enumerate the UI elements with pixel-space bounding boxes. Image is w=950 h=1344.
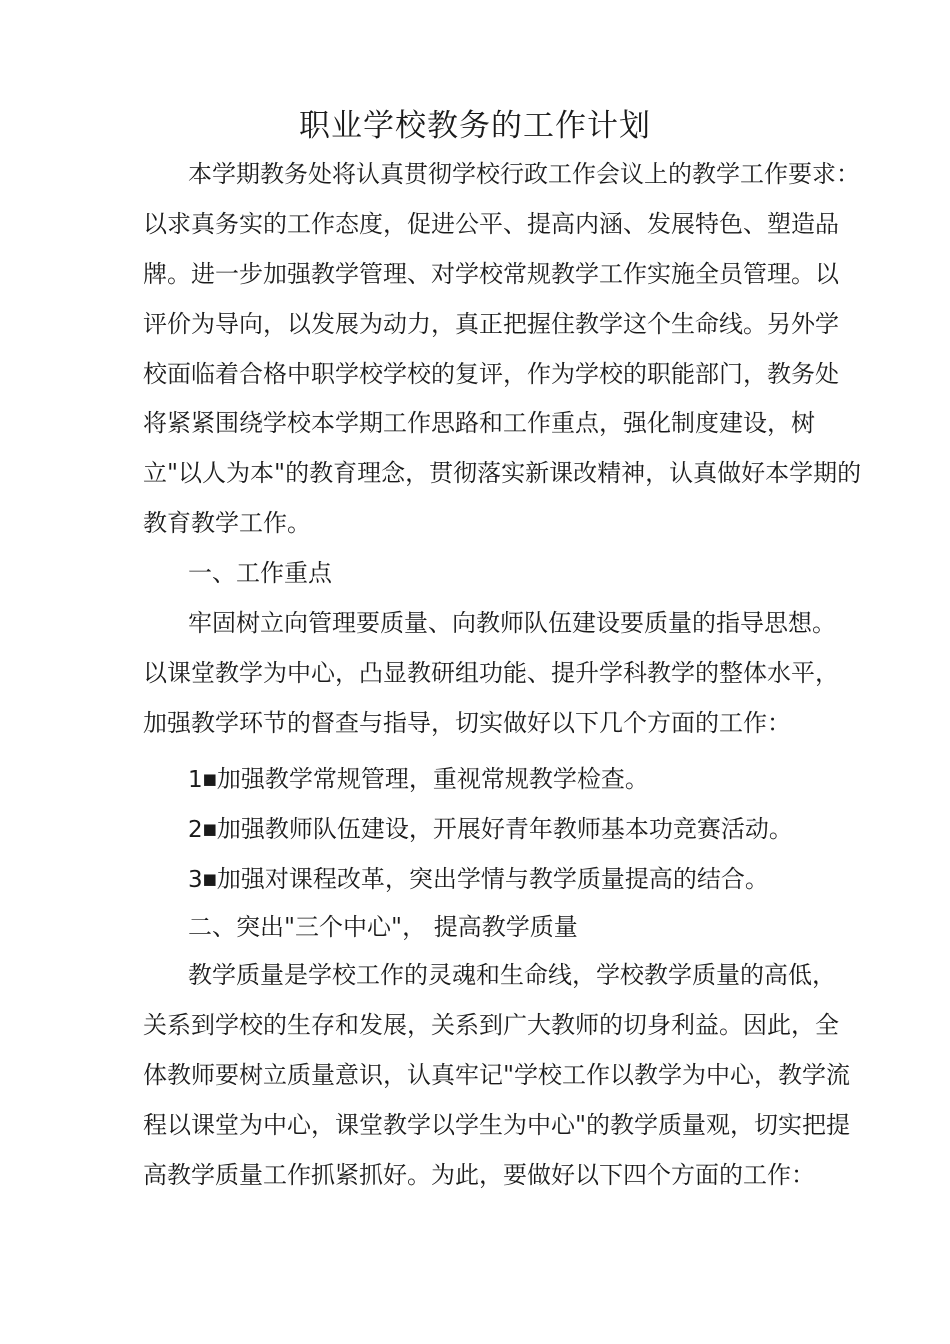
list-item-text: 加强对课程改革，突出学情与教学质量提高的结合。 [216, 865, 769, 893]
list-item-text: 加强教师队伍建设，开展好青年教师基本功竞赛活动。 [216, 815, 793, 843]
section2-line: 高教学质量工作抓紧抓好。为此，要做好以下四个方面的工作： [143, 1161, 815, 1189]
section2-line: 关系到学校的生存和发展，关系到广大教师的切身利益。因此，全 [143, 1011, 839, 1039]
section1-line: 加强教学环节的督查与指导，切实做好以下几个方面的工作： [143, 709, 791, 737]
intro-line: 以求真务实的工作态度，促进公平、提高内涵、发展特色、塑造品 [143, 210, 839, 238]
intro-line: 牌。进一步加强教学管理、对学校常规教学工作实施全员管理。以 [143, 260, 839, 288]
list-item [188, 864, 769, 895]
square-bullet-icon: ■ [202, 870, 217, 888]
list-item-text: 加强教学常规管理，重视常规教学检查。 [216, 765, 649, 793]
intro-line: 立"以人为本"的教育理念，贯彻落实新课改精神，认真做好本学期的 [143, 459, 862, 487]
square-bullet-icon: ■ [202, 770, 217, 788]
section1-line: 以课堂教学为中心，凸显教研组功能、提升学科教学的整体水平， [143, 659, 839, 687]
list-item-number: 3 [188, 867, 203, 893]
list-item [188, 764, 649, 795]
section-heading: 二、突出"三个中心"， 提高教学质量 [188, 913, 578, 941]
section2-line: 体教师要树立质量意识，认真牢记"学校工作以教学为中心，教学流 [143, 1061, 851, 1089]
section1-line: 牢固树立向管理要质量、向教师队伍建设要质量的指导思想。 [188, 609, 836, 637]
section2-line: 程以课堂为中心，课堂教学以学生为中心"的教学质量观，切实把提 [143, 1111, 851, 1139]
list-item-number: 1 [188, 767, 203, 793]
document-title: 职业学校教务的工作计划 [299, 108, 651, 144]
list-item [188, 814, 793, 845]
list-item-number: 2 [188, 817, 203, 843]
intro-line: 本学期教务处将认真贯彻学校行政工作会议上的教学工作要求： [188, 160, 860, 188]
intro-line: 校面临着合格中职学校学校的复评，作为学校的职能部门，教务处 [143, 360, 839, 388]
section-heading: 一、工作重点 [188, 559, 332, 587]
square-bullet-icon: ■ [202, 820, 217, 838]
intro-line: 评价为导向，以发展为动力，真正把握住教学这个生命线。另外学 [143, 310, 839, 338]
intro-line: 将紧紧围绕学校本学期工作思路和工作重点，强化制度建设，树 [143, 409, 815, 437]
intro-line: 教育教学工作。 [143, 509, 311, 537]
section2-line: 教学质量是学校工作的灵魂和生命线，学校教学质量的高低， [188, 961, 836, 989]
